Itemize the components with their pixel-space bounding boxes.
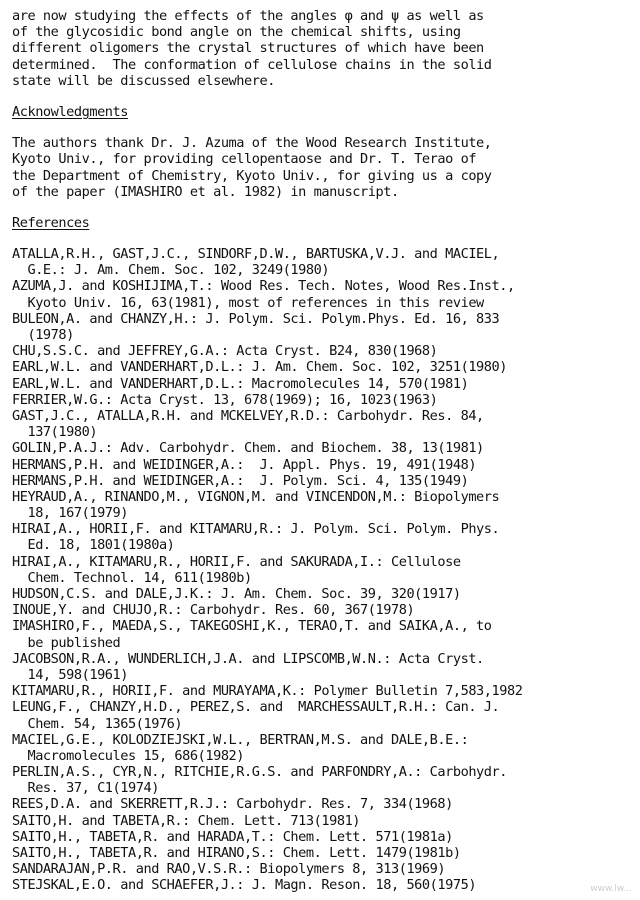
acknowledgments-line: The authors thank Dr. J. Azuma of the Wood Research Institute, xyxy=(12,135,492,152)
reference-line: SAITO,H., TABETA,R. and HIRANO,S.: Chem. Lett. 1479(1981b) xyxy=(12,845,461,862)
intro-line: state will be discussed elsewhere. xyxy=(12,72,275,89)
reference-line: Macromolecules 15, 686(1982) xyxy=(12,747,245,764)
reference-line: REES,D.A. and SKERRETT,R.J.: Carbohydr. Res. 7, 334(1968) xyxy=(12,796,453,813)
reference-line: (1978) xyxy=(12,327,74,344)
reference-line: CHU,S.S.C. and JEFFREY,G.A.: Acta Cryst. B24, 830(1968) xyxy=(12,343,438,360)
reference-line: Chem. 54, 1365(1976) xyxy=(12,715,183,732)
reference-line: SANDARAJAN,P.R. and RAO,V.S.R.: Biopolymers 8, 313(1969) xyxy=(12,861,446,878)
reference-line: 137(1980) xyxy=(12,424,98,441)
reference-line: EARL,W.L. and VANDERHART,D.L.: J. Am. Chem. Soc. 102, 3251(1980) xyxy=(12,359,507,376)
reference-line: HEYRAUD,A., RINANDO,M., VIGNON,M. and VINCENDON,M.: Biopolymers xyxy=(12,488,500,505)
intro-line: determined. The conformation of cellulose chains in the solid xyxy=(12,56,492,73)
intro-paragraph xyxy=(12,8,634,89)
reference-line: EARL,W.L. and VANDERHART,D.L.: Macromolecules 14, 570(1981) xyxy=(12,375,469,392)
acknowledgments-paragraph xyxy=(12,135,634,200)
watermark-text: www.lw... xyxy=(590,884,632,894)
reference-line: Chem. Technol. 14, 611(1980b) xyxy=(12,569,252,586)
reference-line: BULEON,A. and CHANZY,H.: J. Polym. Sci. Polym.Phys. Ed. 16, 833 xyxy=(12,310,500,327)
intro-line: different oligomers the crystal structures of which have been xyxy=(12,40,484,57)
acknowledgments-heading: Acknowledgments xyxy=(12,103,129,120)
reference-line: LEUNG,F., CHANZY,H.D., PEREZ,S. and MARCHESSAULT,R.H.: Can. J. xyxy=(12,699,500,716)
reference-line: Kyoto Univ. 16, 63(1981), most of references in this review xyxy=(12,294,484,311)
reference-line: IMASHIRO,F., MAEDA,S., TAKEGOSHI,K., TERAO,T. and SAIKA,A., to xyxy=(12,618,492,635)
reference-line: HIRAI,A., KITAMARU,R., HORII,F. and SAKURADA,I.: Cellulose xyxy=(12,553,461,570)
reference-line: ATALLA,R.H., GAST,J.C., SINDORF,D.W., BARTUSKA,V.J. and MACIEL, xyxy=(12,246,500,263)
reference-line: KITAMARU,R., HORII,F. and MURAYAMA,K.: Polymer Bulletin 7,583,1982 xyxy=(12,683,523,700)
reference-line: SAITO,H., TABETA,R. and HARADA,T.: Chem. Lett. 571(1981a) xyxy=(12,828,453,845)
reference-line: STEJSKAL,E.O. and SCHAEFER,J.: J. Magn. Reson. 18, 560(1975) xyxy=(12,877,477,894)
reference-line: JACOBSON,R.A., WUNDERLICH,J.A. and LIPSCOMB,W.N.: Acta Cryst. xyxy=(12,650,484,667)
reference-line: be published xyxy=(12,634,121,651)
reference-line: Res. 37, C1(1974) xyxy=(12,780,159,797)
references-list xyxy=(12,246,634,894)
reference-line: HIRAI,A., HORII,F. and KITAMARU,R.: J. Polym. Sci. Polym. Phys. xyxy=(12,521,500,538)
reference-line: HERMANS,P.H. and WEIDINGER,A.: J. Polym. Sci. 4, 135(1949) xyxy=(12,472,469,489)
intro-line: are now studying the effects of the angles φ and ψ as well as xyxy=(12,8,484,24)
reference-line: AZUMA,J. and KOSHIJIMA,T.: Wood Res. Tech. Notes, Wood Res.Inst., xyxy=(12,278,515,295)
reference-line: Ed. 18, 1801(1980a) xyxy=(12,537,175,554)
acknowledgments-line: the Department of Chemistry, Kyoto Univ., for giving us a copy xyxy=(12,167,492,184)
reference-line: G.E.: J. Am. Chem. Soc. 102, 3249(1980) xyxy=(12,262,330,279)
intro-line: of the glycosidic bond angle on the chemical shifts, using xyxy=(12,24,461,41)
reference-line: 14, 598(1961) xyxy=(12,666,129,683)
reference-line: FERRIER,W.G.: Acta Cryst. 13, 678(1969); 16, 1023(1963) xyxy=(12,391,438,408)
document-page xyxy=(12,8,634,894)
reference-line: HERMANS,P.H. and WEIDINGER,A.: J. Appl. Phys. 19, 491(1948) xyxy=(12,456,477,473)
reference-line: PERLIN,A.S., CYR,N., RITCHIE,R.G.S. and PARFONDRY,A.: Carbohydr. xyxy=(12,764,507,781)
references-heading: References xyxy=(12,214,90,231)
reference-line: 18, 167(1979) xyxy=(12,505,129,522)
reference-line: SAITO,H. and TABETA,R.: Chem. Lett. 713(1981) xyxy=(12,812,361,829)
reference-line: INOUE,Y. and CHUJO,R.: Carbohydr. Res. 60, 367(1978) xyxy=(12,602,415,619)
reference-line: HUDSON,C.S. and DALE,J.K.: J. Am. Chem. Soc. 39, 320(1917) xyxy=(12,586,461,603)
acknowledgments-line: of the paper (IMASHIRO et al. 1982) in manuscript. xyxy=(12,183,399,200)
reference-line: MACIEL,G.E., KOLODZIEJSKI,W.L., BERTRAN,M.S. and DALE,B.E.: xyxy=(12,731,469,748)
reference-line: GAST,J.C., ATALLA,R.H. and MCKELVEY,R.D.: Carbohydr. Res. 84, xyxy=(12,407,484,424)
acknowledgments-line: Kyoto Univ., for providing cellopentaose and Dr. T. Terao of xyxy=(12,151,477,168)
reference-line: GOLIN,P.A.J.: Adv. Carbohydr. Chem. and Biochem. 38, 13(1981) xyxy=(12,440,484,457)
